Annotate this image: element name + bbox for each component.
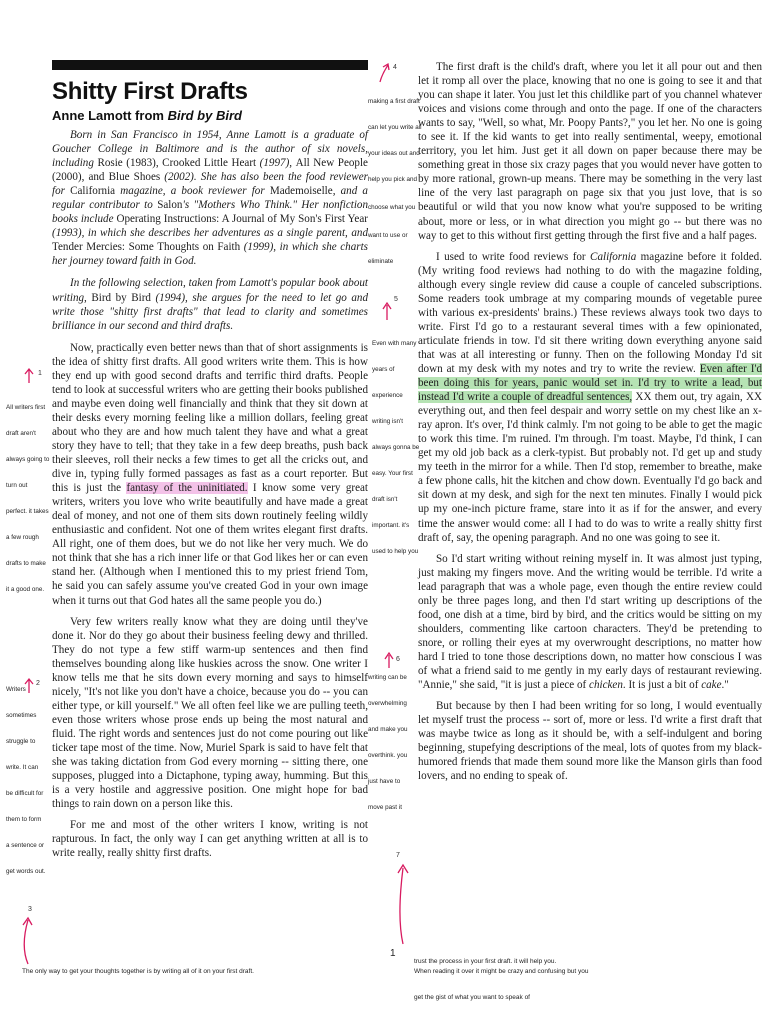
- paragraph-5: I used to write food reviews for California magazine before it folded. (My writing food reviews had nothing to do with the magazine folding, although every single review did cause a couple of canceled subscriptions. Some readers took umbrage at my comparing mounds of vegetable puree with various ex-presidents' brains.) These reviews always took two days to write. First I'd go to a restaurant several times with a few opinionated, articulate friends in tow. I'd sit there writing down everything anyone said that was at all interesting or funny. Then on the following Monday I'd sit down at my desk with my notes and try to write the review. Even after I'd been doing this for years, panic would set in. I'd try to write a lead, but instead I'd write a couple of dreadful sentences, XX them out, try again, XX everything out, and then feel despair and worry settle on my chest like an x-ray apron. It's over, I'd think calmly. I'm not going to be able to get the magic to work this time. I'm ruined. I'm through. I'm toast. Maybe, I'd think, I can get my old job back as a clerk-typist. But probably not. I'd get up and study my teeth in the mirror for a while. Then I'd stop, remember to breathe, make a few phone calls, hit the kitchen and chow down. Eventually I'd go back and sit down at my desk, and sigh for the next ten minutes. Finally I would pick up my one-inch picture frame, stare into it as if for the answer, and every time the answer would come: all I had to do was to write a really shitty first draft of, say, the opening paragraph. And no one was going to see it.: [418, 250, 763, 544]
- page-number: 1: [390, 948, 396, 959]
- annotation-arrow-icon: [376, 62, 392, 84]
- author-prefix: Anne Lamott from: [52, 108, 168, 123]
- annotation-arrow-icon: [18, 914, 38, 966]
- document-page: Shitty First Drafts Anne Lamott from Bird by Bird Born in San Francisco in 1954, Anne Lamott is a graduate of Goucher College in Baltimore and is the author of six novels, including Rosie (1983), Crooked Little Heart (1997), All New People (2000), and Blue Shoes (2002). She has also been the food reviewer for California magazine, a book reviewer for Mademoiselle, and a regular contributor to Salon's "Mothers Who Think." Her nonfiction books include Operating Instructions: A Journal of My Son's First Year (1993), in which she describes her adventures as a single parent, and Tender Mercies: Some Thoughts on Faith (1999), in which she charts her journey toward faith in God. In the following selection, taken from Lamott's popular book about writing, Bird by Bird (1994), she argues for the need to let go and write those "shitty first drafts" that lead to clarity and sometimes brilliance in our second and third drafts. Now, practically even better news than that of short assignments is the idea of shitty first drafts. All good writers write them. This is how they end up with good second drafts and terrific third drafts. People tend to look at successful writers who are getting their books published and maybe even doing well financially and think that they sit down at their desks every morning feeling like a million dollars, feeling great about who they are and how much talent they have and what a great story they have to tell; that they take in a few deep breaths, push back their sleeves, roll their necks a few times to get all the cricks out, and dive in, typing fully formed passages as fast as a court reporter. But this is just the fantasy of the uninitiated. I know some very great writers, writers you love who write beautifully and have made a great deal of money, and not one of them sits down routinely feeling wildly enthusiastic and confident. Not one of them writes elegant first drafts. All right, one of them does, but we do not like her very much. We do not think that she has a rich inner life or that God likes her or can even stand her. (Although when I mentioned this to my priest friend Tom, he said you can safely assume you've created God in your own image when it turns out that God hates all the same people you do.) Very few writers really know what they are doing until they've done it. Nor do they go about their business feeling dewy and thrilled. They do not type a few stiff warm-up sentences and then find themselves bounding along like huskies across the snow. One writer I know tells me that he sits down every morning and says to himself nicely, "It's not like you don't have a choice, because you do -- you can either type, or kill yourself." We all often feel like we are pulling teeth, even those writers whose prose ends up being the most natural and fluid. The right words and sentences just do not come pouring out like ticker tape most of the time. Now, Muriel Spark is said to have felt that she was taking dictation from God every morning -- sitting there, one supposes, plugged into a Dictaphone, typing away, humming. But this is a very hostile and aggressive position. One might hope for bad things to rain down on a person like this. For me and most of the other writers I know, writing is not rapturous. In fact, the only way I can get anything written at all is to write really, really shitty first drafts. The first draft is the child's draft, where you let it all pour out and then let it romp all over the place, knowing that no one is going to see it and that you can shape it later. You just let this childlike part of you channel whatever voices and visions come through and onto the page. If one of the characters wants to say, "Well, so what, Mr. Poopy Pants?," you let her. No one is going to see it. If the kid wants to get into really sentimental, weepy, emotional territory, you let him. Just get it all down on paper because there may be something great in those six crazy pages that you would never have gotten to by more rational, grown-up means. There may be something in the very last line of the very last paragraph on page six that you just love, that is so beautiful or wild that you now know what you're supposed to be writing about, more or less, or in what direction you might go -- but there was no way to get to this without first getting through the first five and a half pages. I used to write food reviews for California magazine before it folded. (My writing food reviews had nothing to do with the magazine folding, although every single review did cause a couple of canceled subscriptions. Some readers took umbrage at my comparing mounds of vegetable puree with various ex-presidents' brains.) These reviews always took two days to write. First I'd go to a restaurant several times with a few opinionated, articulate friends in tow. I'd sit there writing down everything anyone said that was at all interesting or funny. Then on the following Monday I'd sit down at my desk with my notes and try to write the review. Even after I'd been doing this for years, panic would set in. I'd try to write a lead, but instead I'd write a couple of dreadful sentences, XX them out, try again, XX everything out, and then feel despair and worry settle on my chest like an x-ray apron. It's over, I'd think calmly. I'm not going to be able to get the magic to work this time. I'm ruined. I'm through. I'm toast. Maybe, I'd think, I can get my old job back as a clerk-typist. But probably not. I'd get up and study my teeth in the mirror for a while. Then I'd stop, remember to breathe, make a few phone calls, hit the kitchen and chow down. Eventually I'd go back and sit down at my desk, and sigh for the next ten minutes. Finally I would pick up my one-inch picture frame, stare into it as if for the answer, and every time the answer would come: all I had to do was to write a really shitty first draft of, say, the opening paragraph. And no one was going to see it. So I'd start writing without reining myself in. It was almost just typing, just making my fingers move. And the writing would be terrible. I'd write a lead paragraph that was a whole page, even though the entire review could only be three pages long, and then I'd start writing up descriptions of the food, one dish at a time, bird by bird, and the critics would be sitting on my shoulders, commenting like cartoon characters. They'd be pretending to snore, or rolling their eyes at my overwrought descriptions, no matter how hard I tried to tone those descriptions down, no matter how conscious I was of what a friend said to me gently in my early days of restaurant reviewing. "Annie," she said, "it is just a piece of chicken. It is just a bit of cake." But because by then I had been writing for so long, I would eventually let myself trust the process -- sort of, more or less. I'd write a first draft that was maybe twice as long as it should be, with a self-indulgent and boring beginning, stupefying descriptions of the meal, lots of quotes from my black-humored friends that made them sound more like the Manson girls than food lovers, and no ending to speak of. 1 All writers first draft aren't always going to turn out perfect. it takes a few rough drafts to make it a good one. 2 Writers sometimes struggle to write. It can be difficult for them to form a sentence or get words out. 3 4 making a first draft can let you write all your ideas out and help you pick and choose what you want to use or eliminate 5 Even with many years of experience writing isn't always gonna be easy. Your first draft isn't important. it's used to help you 6 writing can be overwhelming and make you overthink. you just have to move past it 7 1 The only way to get your thoughts together is by writing all of it on your first draft. trust the process in your first draft. it will help you. When reading it over it might be crazy and confusing but you get the gist of what you want to speak of: [6, 61, 763, 1001]
- bottom-note-right-1: trust the process in your first draft. it will help you.: [414, 958, 557, 965]
- margin-note-6-number: 6: [396, 656, 400, 663]
- highlight-fantasy: fantasy of the uninitiated.: [126, 482, 248, 495]
- left-column: [52, 128, 368, 867]
- paragraph-7: But because by then I had been writing for so long, I would eventually let myself trust the process -- sort of, more or less. I'd write a first draft that was maybe twice as long as it should be, with a self-indulgent and boring beginning, stupefying descriptions of the meal, lots of quotes from my black-humored friends that made them sound more like the Manson girls than food lovers, and no ending to speak of.: [418, 700, 762, 783]
- bottom-note-left: The only way to get your thoughts together is by writing all of it on your first draft.: [22, 968, 254, 975]
- annotation-arrow-icon: [382, 650, 396, 670]
- paragraph-2: Very few writers really know what they are doing until they've done it. Nor do they go about their business feeling dewy and thrilled. They do not type a few stiff warm-up sentences and then find themselves bounding along like huskies across the snow. One writer I know tells me that he sits down every morning and says to himself nicely, "It's not like you don't have a choice, because you do -- you can either type, or kill yourself." We all often feel like we are pulling teeth, even those writers whose prose ends up being the most natural and fluid. The right words and sentences just do not come pouring out like ticker tape most of the time. Now, Muriel Spark is said to have felt that she was taking dictation from God every morning -- sitting there, one supposes, plugged into a Dictaphone, typing away, humming. But this is a very hostile and aggressive position. One might hope for bad things to rain down on a person like this.: [52, 615, 368, 811]
- bottom-note-right-2: When reading it over it might be crazy and confusing but you: [414, 968, 589, 975]
- margin-note-7-number: 7: [396, 852, 400, 859]
- paragraph-3: For me and most of the other writers I know, writing is not rapturous. In fact, the only way I can get anything written at all is to write really, really shitty first drafts.: [52, 819, 368, 860]
- bottom-note-right-3: get the gist of what you want to speak of: [414, 994, 530, 1001]
- author-line: [52, 108, 242, 123]
- margin-note-2-number: 2: [36, 680, 40, 687]
- highlight-panic: Even after I'd been doing this for years, panic would set in. I'd try to write a lead, but instead I'd write a couple of dreadful sentences,: [418, 362, 763, 404]
- paragraph-1: Now, practically even better news than that of short assignments is the idea of shitty first drafts. All good writers write them. This is how they end up with good second drafts and terrific third drafts. People tend to look at successful writers who are getting their books published and maybe even doing well financially and think that they sit down at their desks every morning feeling like a million dollars, feeling great about who they are and how much talent they have and what a great story they have to tell; that they take in a few deep breaths, push back their sleeves, roll their necks a few times to get all the cricks out, and dive in, typing fully formed passages as fast as a court reporter. But this is just the fantasy of the uninitiated. I know some very great writers, writers you love who write beautifully and have made a great deal of money, and not one of them sits down routinely feeling wildly enthusiastic and confident. Not one of them writes elegant first drafts. All right, one of them does, but we do not like her very much. We do not think that she has a rich inner life or that God likes her or can even stand her. (Although when I mentioned this to my priest friend Tom, he said you can safely assume you've created God in your own image when it turns out that God hates all the same people you do.): [52, 341, 368, 607]
- title-rule: [52, 60, 368, 70]
- page-title: Shitty First Drafts: [52, 78, 248, 105]
- margin-note-3-number: 3: [28, 906, 32, 913]
- bio-paragraph: Born in San Francisco in 1954, Anne Lamott is a graduate of Goucher College in Baltimore and is the author of six novels, including Rosie (1983), Crooked Little Heart (1997), All New People (2000), and Blue Shoes (2002). She has also been the food reviewer for California magazine, a book reviewer for Mademoiselle, and a regular contributor to Salon's "Mothers Who Think." Her nonfiction books include Operating Instructions: A Journal of My Son's First Year (1993), in which she describes her adventures as a single parent, and Tender Mercies: Some Thoughts on Faith (1999), in which she charts her journey toward faith in God.: [52, 129, 369, 268]
- paragraph-4: The first draft is the child's draft, where you let it all pour out and then let it romp all over the place, knowing that no one is going to see it and that you can shape it later. You just let this childlike part of you channel whatever voices and visions come through and onto the page. If one of the characters wants to say, "Well, so what, Mr. Poopy Pants?," you let her. No one is going to see it. If the kid wants to get into really sentimental, weepy, emotional territory, you let him. Just get it all down on paper because there may be something great in those six crazy pages that you would never have gotten to by more rational, grown-up means. There may be something in the very last line of the very last paragraph on page six that you just love, that is so beautiful or wild that you now know what you're supposed to be writing about, more or less, or in what direction you might go -- but there was no way to get to this without first getting through the first five and a half pages.: [418, 61, 762, 242]
- annotation-arrow-icon: [380, 300, 394, 322]
- author-book: Bird by Bird: [167, 108, 242, 123]
- annotation-arrow-icon: [392, 862, 414, 946]
- intro-paragraph: In the following selection, taken from Lamott's popular book about writing, Bird by Bird (1994), she argues for the need to let go and write those "shitty first drafts" that lead to clarity and sometimes brilliance in our second and third drafts.: [52, 277, 368, 332]
- paragraph-6: So I'd start writing without reining myself in. It was almost just typing, just making my fingers move. And the writing would be terrible. I'd write a lead paragraph that was a whole page, even though the entire review could only be three pages long, and then I'd start writing up descriptions of the food, one dish at a time, bird by bird, and the critics would be sitting on my shoulders, commenting like cartoon characters. They'd be pretending to snore, or rolling their eyes at my overwrought descriptions, no matter how hard I tried to tone those descriptions down, no matter how conscious I was of what a friend said to me gently in my early days of restaurant reviewing. "Annie," she said, "it is just a piece of chicken. It is just a bit of cake.": [418, 552, 762, 692]
- margin-note-4-number: 4: [393, 64, 397, 71]
- right-column: [418, 60, 762, 790]
- margin-note-1-number: 1: [38, 370, 42, 377]
- annotation-arrow-icon: [22, 366, 36, 384]
- margin-note-5-number: 5: [394, 296, 398, 303]
